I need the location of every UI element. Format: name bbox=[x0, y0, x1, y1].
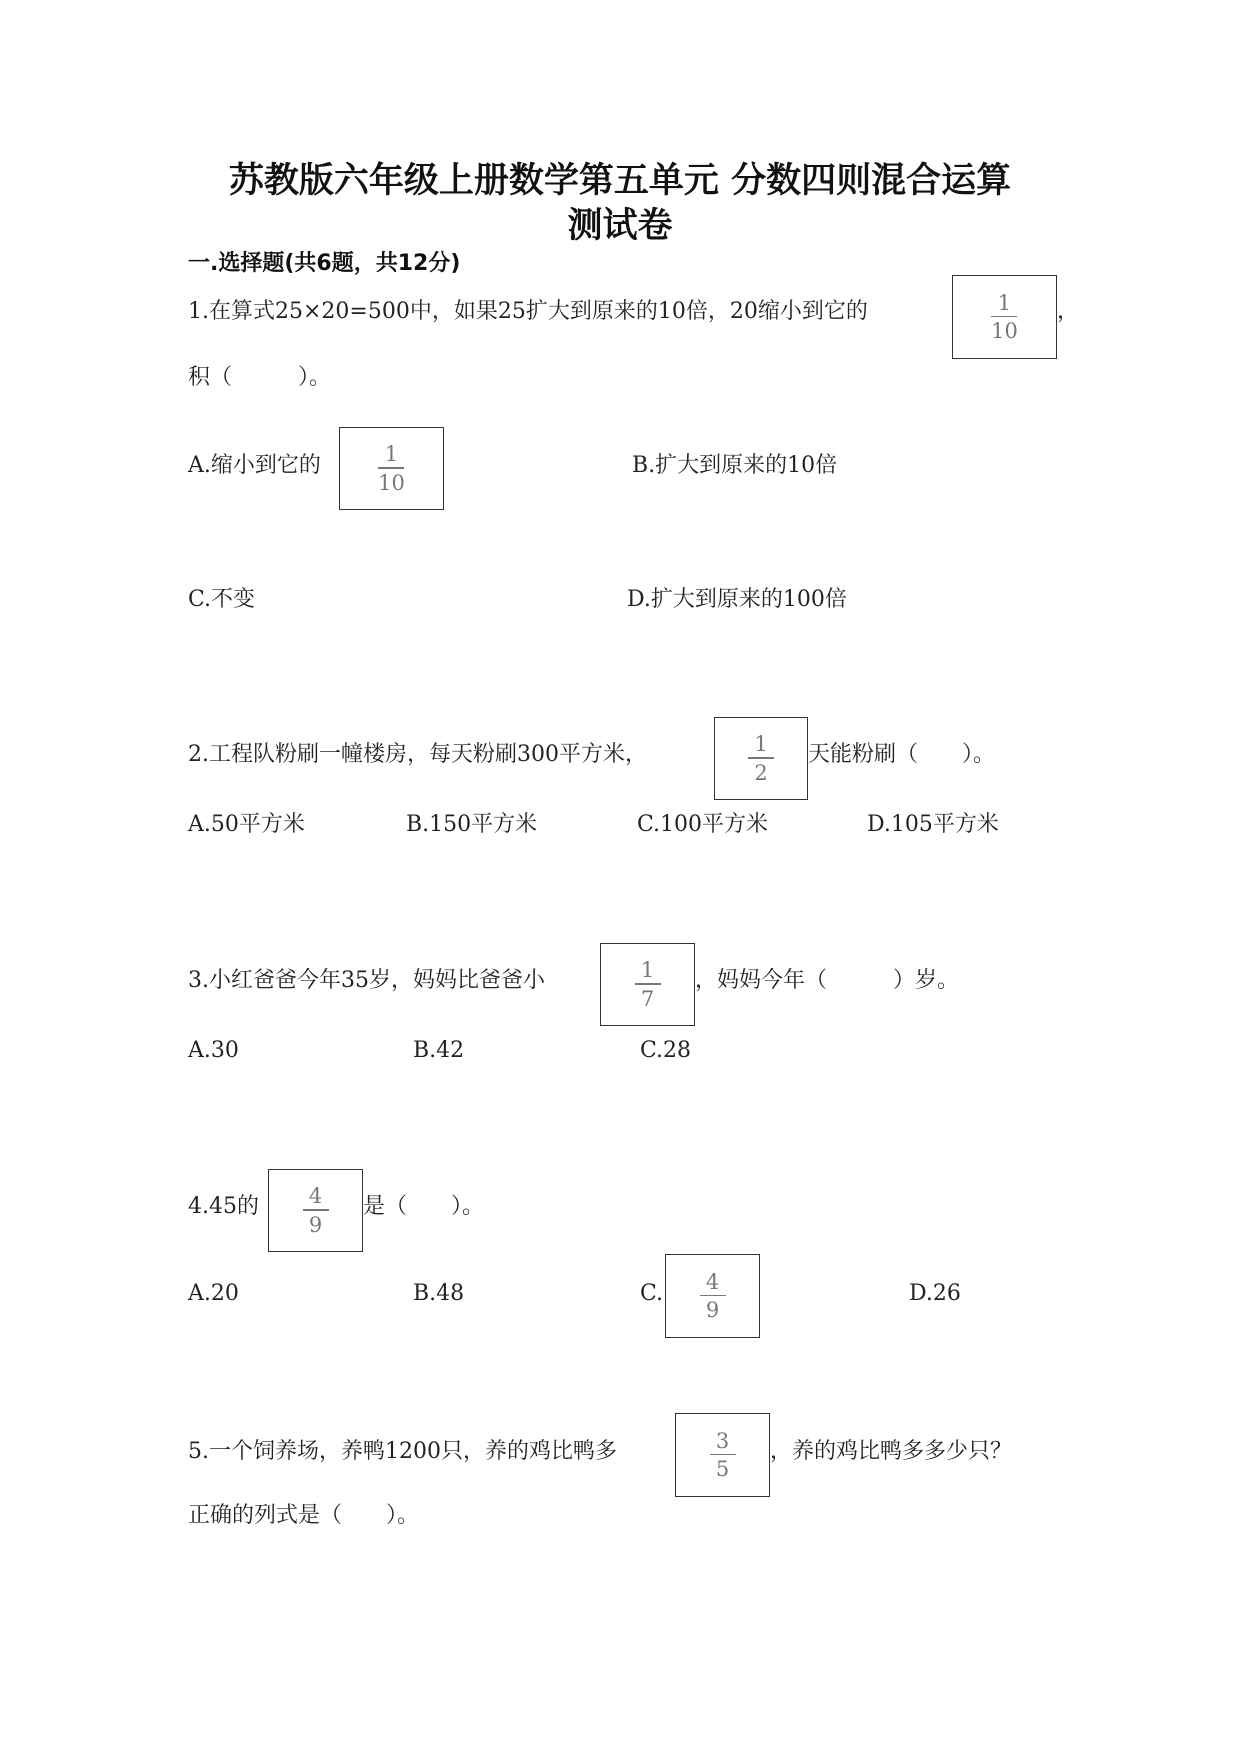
question-2-text: 2.工程队粉刷一幢楼房，每天粉刷300平方米， bbox=[188, 742, 647, 767]
fraction-box bbox=[675, 1413, 770, 1497]
question-5-text-line2: 正确的列式是（ ）。 bbox=[188, 1503, 420, 1528]
fraction-denominator: 10 bbox=[991, 319, 1018, 344]
question-4-text: 4.45的 bbox=[188, 1194, 259, 1219]
fraction-numerator: 4 bbox=[308, 1184, 323, 1209]
question-3-text: 3.小红爸爸今年35岁，妈妈比爸爸小 bbox=[188, 968, 545, 993]
fraction-box bbox=[952, 275, 1057, 359]
fraction-denominator: 10 bbox=[378, 470, 405, 495]
option-c[interactable]: C.28 bbox=[640, 1038, 692, 1063]
option-b[interactable]: B.150平方米 bbox=[406, 812, 538, 837]
fraction-denominator: 9 bbox=[308, 1212, 323, 1237]
question-3-text-after: ，妈妈今年（ ）岁。 bbox=[695, 968, 960, 993]
page-title-line1: 苏教版六年级上册数学第五单元 分数四则混合运算 bbox=[228, 161, 1012, 201]
fraction-bar bbox=[635, 983, 661, 985]
option-d[interactable]: D.26 bbox=[909, 1281, 961, 1306]
question-1-text-line2: 积（ ）。 bbox=[188, 365, 332, 390]
option-d[interactable]: D.扩大到原来的100倍 bbox=[627, 587, 847, 612]
fraction-denominator: 7 bbox=[640, 986, 655, 1011]
fraction-bar bbox=[303, 1209, 329, 1211]
fraction-denominator: 9 bbox=[705, 1298, 720, 1323]
fraction bbox=[991, 292, 1018, 343]
fraction-denominator: 2 bbox=[754, 760, 768, 785]
question-1-text: 1.在算式25×20=500中，如果25扩大到原来的10倍，20缩小到它的 bbox=[188, 299, 868, 324]
question-1-text-after: ， bbox=[1057, 299, 1080, 324]
question-4-text-after: 是（ ）。 bbox=[363, 1194, 485, 1219]
option-b[interactable]: B.48 bbox=[413, 1281, 465, 1306]
fraction-box bbox=[665, 1254, 760, 1338]
fraction-box bbox=[600, 943, 695, 1026]
page-title-line2: 测试卷 bbox=[567, 206, 673, 246]
option-b[interactable]: B.42 bbox=[413, 1038, 465, 1063]
fraction bbox=[378, 443, 405, 494]
option-c[interactable]: C.100平方米 bbox=[637, 812, 769, 837]
fraction-numerator: 1 bbox=[384, 442, 399, 467]
fraction bbox=[635, 959, 661, 1010]
fraction bbox=[748, 733, 774, 784]
fraction-bar bbox=[748, 757, 774, 759]
option-a[interactable]: A.30 bbox=[188, 1038, 239, 1063]
fraction-bar bbox=[991, 316, 1017, 318]
option-a[interactable]: A.缩小到它的 bbox=[188, 453, 321, 478]
fraction-bar bbox=[700, 1295, 726, 1297]
fraction bbox=[700, 1271, 726, 1322]
fraction-numerator: 1 bbox=[754, 732, 768, 757]
fraction bbox=[303, 1185, 329, 1236]
fraction-bar bbox=[378, 467, 404, 469]
fraction-denominator: 5 bbox=[715, 1457, 730, 1482]
option-a[interactable]: A.20 bbox=[188, 1281, 239, 1306]
question-2-text-after: 天能粉刷（ ）。 bbox=[808, 742, 996, 767]
fraction-numerator: 1 bbox=[640, 958, 655, 983]
question-5-text-after: ，养的鸡比鸭多多少只？ bbox=[770, 1439, 1013, 1464]
fraction-numerator: 4 bbox=[705, 1269, 720, 1294]
option-c[interactable]: C.不变 bbox=[188, 587, 256, 612]
fraction-numerator: 3 bbox=[715, 1428, 730, 1453]
question-5-text: 5.一个饲养场，养鸭1200只，养的鸡比鸭多 bbox=[188, 1439, 617, 1464]
fraction-bar bbox=[710, 1454, 736, 1456]
option-a[interactable]: A.50平方米 bbox=[188, 812, 305, 837]
option-c[interactable]: C. bbox=[640, 1281, 664, 1306]
fraction-box bbox=[268, 1169, 363, 1252]
option-b[interactable]: B.扩大到原来的10倍 bbox=[632, 453, 838, 478]
fraction-numerator: 1 bbox=[997, 290, 1012, 315]
option-d[interactable]: D.105平方米 bbox=[867, 812, 999, 837]
fraction-box bbox=[339, 427, 444, 510]
section-heading: 一.选择题(共6题，共12分) bbox=[188, 251, 461, 276]
fraction-box bbox=[714, 717, 808, 800]
fraction bbox=[710, 1430, 736, 1481]
